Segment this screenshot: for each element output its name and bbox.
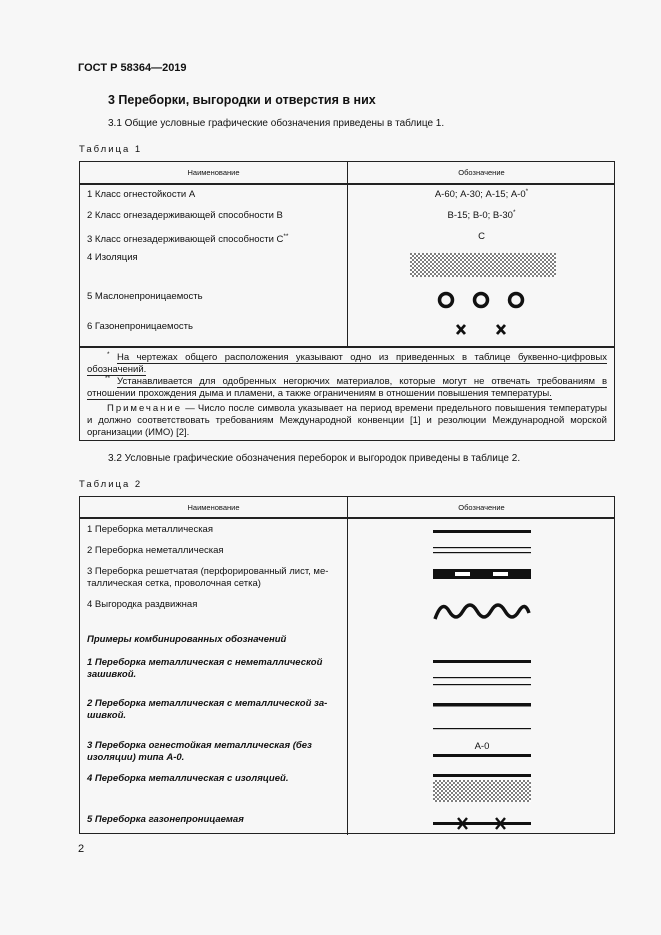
table2-row-name: 3 Переборка решетчатая (перфорированный лист, ме- таллическая сетка, проволочная сетка): [87, 566, 329, 589]
perforated-bulkhead-symbol: [433, 569, 531, 579]
paragraph-3-1: 3.1 Общие условные графические обозначения приведены в таблице 1.: [108, 118, 445, 129]
section-title: 3 Переборки, выгородки и отверстия в них: [108, 93, 376, 107]
table2-col-name: Наименование: [187, 503, 240, 512]
table2-row-name: 1 Переборка металлическая: [87, 524, 213, 535]
table2-row-name: Примеры комбинированных обозначений: [87, 634, 287, 645]
paragraph-3-2: 3.2 Условные графические обозначения переборок и выгородок приведены в таблице 2.: [108, 453, 521, 464]
combined-symbol-4: [433, 774, 531, 804]
insulation-symbol: [410, 253, 556, 277]
table1-row-name: 3 Класс огнезадерживающей способности С**: [87, 233, 289, 246]
combined-symbol-5: [433, 817, 531, 831]
gastight-symbol: [455, 323, 515, 337]
combined-symbol-2: [433, 703, 531, 733]
table-2: [79, 496, 615, 834]
table1-footnote-2: ** Устанавливается для одобренных негорючих материалов, которые могут не отвечать требованиям в отношении прохождения дыма и пламени, а также ограничениям в отношении повышения температуры.: [87, 375, 608, 400]
table1-footnote-divider: [80, 346, 614, 348]
table2-row-name: 4 Переборка металлическая с изоляцией.: [87, 773, 289, 784]
table2-col-symbol: Обозначение: [458, 503, 505, 512]
page-number: 2: [78, 843, 85, 855]
nonmetal-bulkhead-symbol: [433, 547, 531, 555]
table1-row-value: А-60; А-30; А-15; А-0*: [434, 188, 529, 201]
table2-row-name: 1 Переборка металлическая с неметаллической зашивкой.: [87, 657, 323, 680]
combined-symbol-3: [433, 754, 531, 758]
table2-row-name: 3 Переборка огнестойкая металлическая (без изоляции) типа А-0.: [87, 740, 312, 763]
table-1: [79, 161, 615, 441]
table1-row-name: 1 Класс огнестойкости А: [87, 189, 196, 200]
a0-label: А-0: [474, 741, 490, 752]
table1-footnote-1: * На чертежах общего расположения указывают одно из приведенных в таблице буквенно-цифровых обозначений.: [87, 351, 608, 376]
table2-row-name: 5 Переборка газонепроницаемая: [87, 814, 244, 825]
combined-symbol-1: [433, 660, 531, 690]
table2-row-name: 4 Выгородка раздвижная: [87, 599, 198, 610]
oiltight-symbol: [436, 290, 526, 310]
table2-caption: Таблица 2: [79, 479, 143, 490]
table1-row-value: С: [478, 231, 485, 242]
table1-col-name: Наименование: [187, 168, 240, 177]
table1-row-name: 5 Маслонепроницаемость: [87, 291, 203, 302]
table2-column-divider: [347, 497, 348, 835]
table2-row-name: 2 Переборка металлическая с металлической за- шивкой.: [87, 698, 328, 721]
metal-bulkhead-symbol: [433, 530, 531, 534]
document-code: ГОСТ Р 58364—2019: [78, 62, 187, 74]
table1-caption: Таблица 1: [79, 144, 143, 155]
table1-row-value: В-15; В-0; В-30*: [447, 209, 516, 222]
sliding-enclosure-symbol: [433, 599, 531, 623]
table1-row-name: 4 Изоляция: [87, 252, 138, 263]
table2-row-name: 2 Переборка неметаллическая: [87, 545, 224, 556]
table1-note: Примечание — Число после символа указывает на период времени предельного повышения температуры и должно соответствовать требованиям Международной конвенции [1] и резолюции Международной морской организации (ИМО) [2].: [87, 403, 607, 438]
table1-col-symbol: Обозначение: [458, 168, 505, 177]
table1-row-name: 6 Газонепроницаемость: [87, 321, 193, 332]
table1-row-name: 2 Класс огнезадерживающей способности В: [87, 210, 283, 221]
